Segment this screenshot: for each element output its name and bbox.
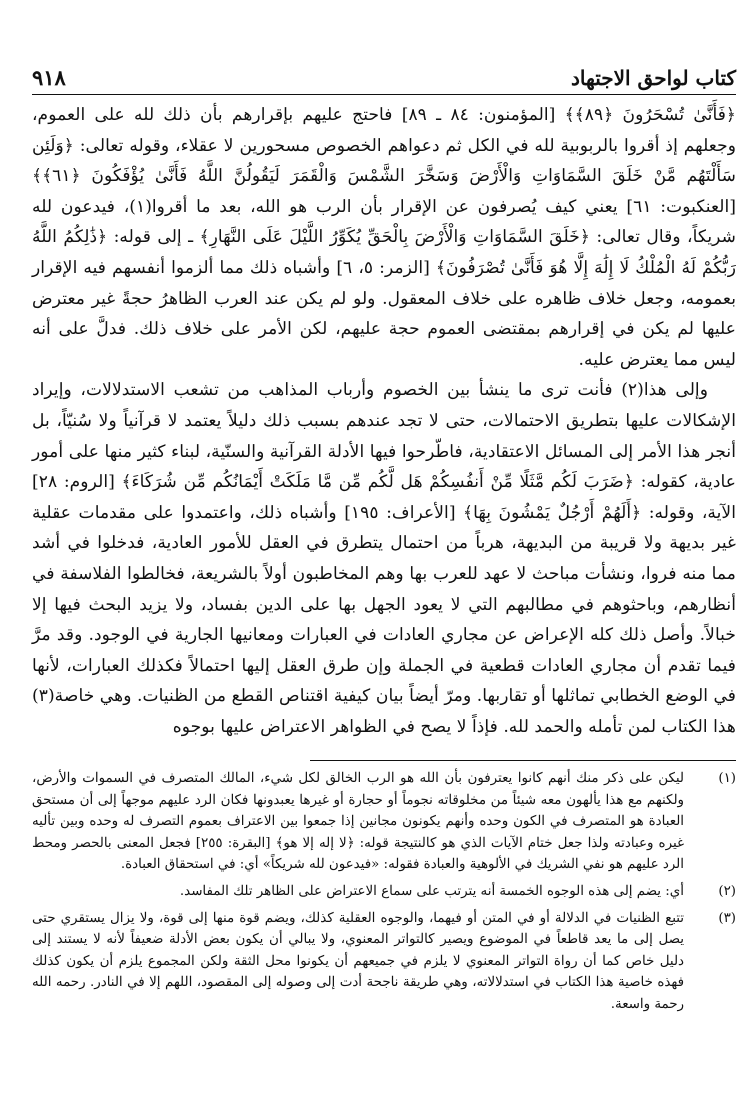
footnote-mark: (٢) — [718, 883, 736, 899]
header-rule — [32, 94, 736, 95]
footnote-text: أي: يضم إلى هذه الوجوه الخمسة أنه يترتب على سماع الاعتراض على الظاهر تلك المفاسد. — [179, 883, 684, 899]
footnote-mark: (٣) — [718, 910, 736, 926]
footnote — [32, 768, 736, 876]
paragraph-1: ﴿فَأَنَّىٰ تُسْحَرُونَ ﴿٨٩﴾﴾ [المؤمنون: ٨٤ ـ ٨٩] فاحتج عليهم بإقرارهم بأن ذلك لله على العموم، وجعلهم إذ أقروا بالربوبية لله في الكل ثم دعواهم الخصوص مسحورين لا عقلاء، وقوله تعالى: ﴿وَلَئِن سَأَلْتَهُم مَّنْ خَلَقَ السَّمَاوَاتِ وَالْأَرْضَ وَسَخَّرَ الشَّمْسَ وَالْقَمَرَ لَيَقُولُنَّ اللَّهُ فَأَنَّىٰ يُؤْفَكُونَ ﴿٦١﴾﴾ [العنكبوت: ٦١] يعني كيف يُصرفون عن الإقرار بأن الرب هو الله، بعد ما أقروا(١)، فيدعون لله شريكاً، وقال تعالى: ﴿خَلَقَ السَّمَاوَاتِ وَالْأَرْضَ بِالْحَقِّ يُكَوِّرُ اللَّيْلَ عَلَى النَّهَارِ﴾ ـ إلى قوله: ﴿ذَٰلِكُمُ اللَّهُ رَبُّكُمْ لَهُ الْمُلْكُ لَا إِلَٰهَ إِلَّا هُوَ فَأَنَّىٰ تُصْرَفُونَ﴾ [الزمر: ٥، ٦] وأشباه ذلك مما ألزموا أنفسهم فيه الإقرار بعمومه، وجعل خلاف ظاهره على خلاف المعقول. ولو لم يكن عند العرب الظاهرُ حجةً غير معترض عليها لم يكن في إقرارهم بمقتضى العموم حجة عليهم، لكن الأمر على خلاف ذلك. فدلَّ على أنه ليس مما يعترض عليه. — [32, 105, 736, 370]
footnote — [32, 908, 736, 1016]
footnote-mark: (١) — [718, 771, 736, 786]
page-header — [32, 62, 736, 90]
footnote-text: ليكن على ذكر منك أنهم كانوا يعترفون بأن الله هو الرب الخالق لكل شيء، المالك المتصرف في السموات والأرض، ولكنهم مع هذا يألهون معه شيئاً من مخلوقاته نجوماً أو حجارة أو غيرها يعبدونها فكان الرد عليهم موجهاً إلى أن مستحق العبادة هو المتصرف في الكون وحده وأنهم يكونون مجانين إذا جمعوا بين الاعتراف بعموم التصرف له وحده وبين تأليه غيره وعبادته ولذا جعل ختام الآيات الذي هو كالنتيجة قوله: ﴿لا إله إلا هو﴾ [البقرة: ٢٥٥] فجعل المعنى بالحصر ومحط الرد عليهم هو نفي الشريك في الألوهية والعبادة فقوله: «فيدعون لله شريكاً» أي: في استحقاق العبادة. — [32, 771, 684, 873]
main-text — [32, 100, 736, 742]
footnote — [32, 881, 736, 903]
running-title: كتاب لواحق الاجتهاد — [570, 66, 736, 90]
footnote-separator — [310, 760, 736, 761]
paragraph-2: وإلى هذا(٢) فأنت ترى ما ينشأ بين الخصوم وأرباب المذاهب من تشعب الاستدلالات، وإيراد الإشكالات عليها بتطريق الاحتمالات، حتى لا تجد عندهم بسبب ذلك دليلاً يعتمد لا قرآنياً ولا سُنيّاً، بل أنجر هذا الأمر إلى المسائل الاعتقادية، فاطّرحوا فيها الأدلة القرآنية والسنّية، لبناء كثير منها على أمور عادية، كقوله: ﴿ضَرَبَ لَكُم مَّثَلًا مِّنْ أَنفُسِكُمْ هَل لَّكُم مِّن مَّا مَلَكَتْ أَيْمَانُكُم مِّن شُرَكَاءَ﴾ [الروم: ٢٨] الآية، وقوله: ﴿أَلَهُمْ أَرْجُلٌ يَمْشُونَ بِهَا﴾ [الأعراف: ١٩٥] وأشباه ذلك، واعتمدوا على مقدمات عقلية غير بديهة ولا قريبة من البديهة، هرباً من احتمال يتطرق في العقل للأمور العادية، فدخلوا في أشد مما منه فروا، ونشأت مباحث لا عهد للعرب بها وهم المخاطبون أولاً بالشريعة، فخالطوا الفلاسفة في أنظارهم، وباحثوهم في مطالبهم التي لا يعود الجهل بها على الدين بفساد، ولا يزيد البحث فيها إلا خبالاً. وأصل ذلك كله الإعراض عن مجاري العادات في العبارات ومعانيها الجارية في الوجود. وقد مرَّ فيما تقدم أن مجاري العادات قطعية في الجملة وإن طرق العقل إليها احتمالاً فكذلك العبارات، لأنها في الوضع الخطابي تماثلها أو تقاربها. ومرّ أيضاً بيان كيفية اقتناص القطع من الظنيات. وهي خاصة(٣) هذا الكتاب لمن تأمله والحمد لله. فإذاً لا يصح في الظواهر الاعتراض عليها بوجوه — [32, 380, 736, 737]
page-number: ٩١٨ — [32, 65, 66, 90]
footnote-text: تتبع الظنيات في الدلالة أو في المتن أو فيهما، والوجوه العقلية كذلك، ويضم قوة منها إلى قوة، ولا يزال يستقري حتى يصل إلى ما يعد قاطعاً في الموضوع ويصير كالتواتر المعنوي، ولا يبالي أن يكون بعض الأدلة ضعيفاً لأنه لا يستند إلى دليل خاص كما أن رواة التواتر المعنوي لا يلزم في جميعهم أن يكونوا محل الثقة ولكن المجموع يلزم أن يكون كذلك فهذه خاصية هذا الكتاب في استدلالاته، وهي طريقة ناجحة أدت إلى وصوله إلى المقصود، اللهم إلا في النادر. رحمه الله رحمة واسعة. — [32, 910, 684, 1012]
footnotes — [32, 768, 736, 1021]
